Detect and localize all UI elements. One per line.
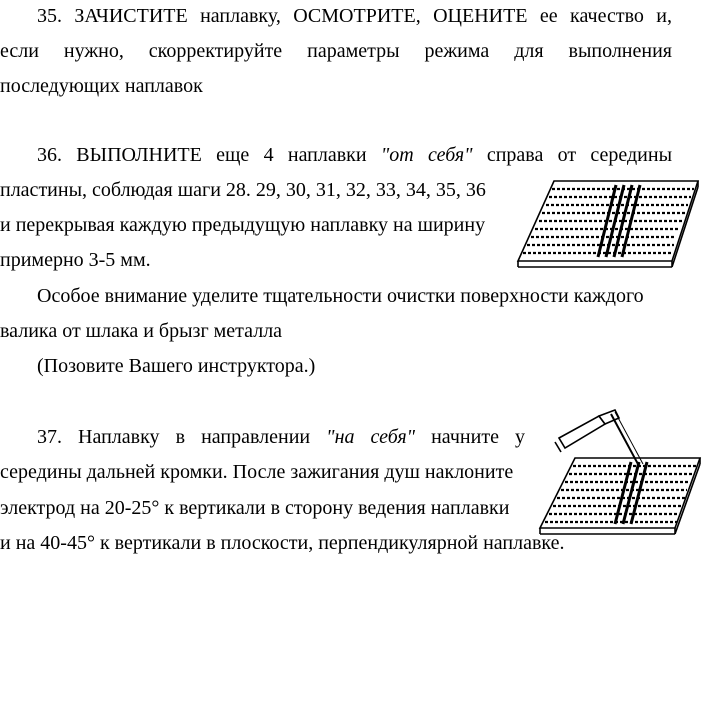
p36-line-3: и перекрывая каждую предыдущую наплавку на ширину xyxy=(0,214,486,236)
p36-direction-quote: "от себя" xyxy=(380,144,473,166)
p35-line-3: последующих наплавок xyxy=(0,75,203,97)
p36-line-1 xyxy=(37,143,672,167)
p37-direction-quote: "на себя" xyxy=(326,426,416,448)
p36-line-2: пластины, соблюдая шаги 28. 29, 30, 31, 32, 33, 34, 35, 36 xyxy=(0,179,486,201)
p37-line-1 xyxy=(37,425,525,449)
p36-note-line-1: Особое внимание уделите тщательности очистки поверхности каждого xyxy=(37,285,644,307)
p36-note-line-2: валика от шлака и брызг металла xyxy=(0,320,283,342)
p37-line-1-text-a: 37. Наплавку в направлении xyxy=(37,426,327,448)
p37-line-3: электрод на 20-25° к вертикали в сторону ведения наплавки xyxy=(0,497,510,519)
electrode-holder-icon xyxy=(535,408,703,538)
welded-plate-icon xyxy=(512,175,702,270)
p36-instructor-note: (Позовите Вашего инструктора.) xyxy=(37,355,316,377)
p37-line-2: середины дальней кромки. После зажигания душ наклоните xyxy=(0,461,514,483)
p37-line-4: и на 40-45° к вертикали в плоскости, перпендикулярной наплавке. xyxy=(0,532,565,554)
p36-line-4: примерно 3-5 мм. xyxy=(0,249,151,271)
p36-line-1-text-a: 36. ВЫПОЛНИТЕ еще 4 наплавки xyxy=(37,144,381,166)
p35-line-2: если нужно, скорректируйте параметры режима для выполнения xyxy=(0,40,672,62)
p35-line-1: 35. ЗАЧИСТИТЕ наплавку, ОСМОТРИТЕ, ОЦЕНИТЕ ее качество и, xyxy=(37,5,672,27)
p36-line-1-text-b: справа от середины xyxy=(472,144,673,166)
p37-line-1-text-b: начните у xyxy=(415,426,525,448)
